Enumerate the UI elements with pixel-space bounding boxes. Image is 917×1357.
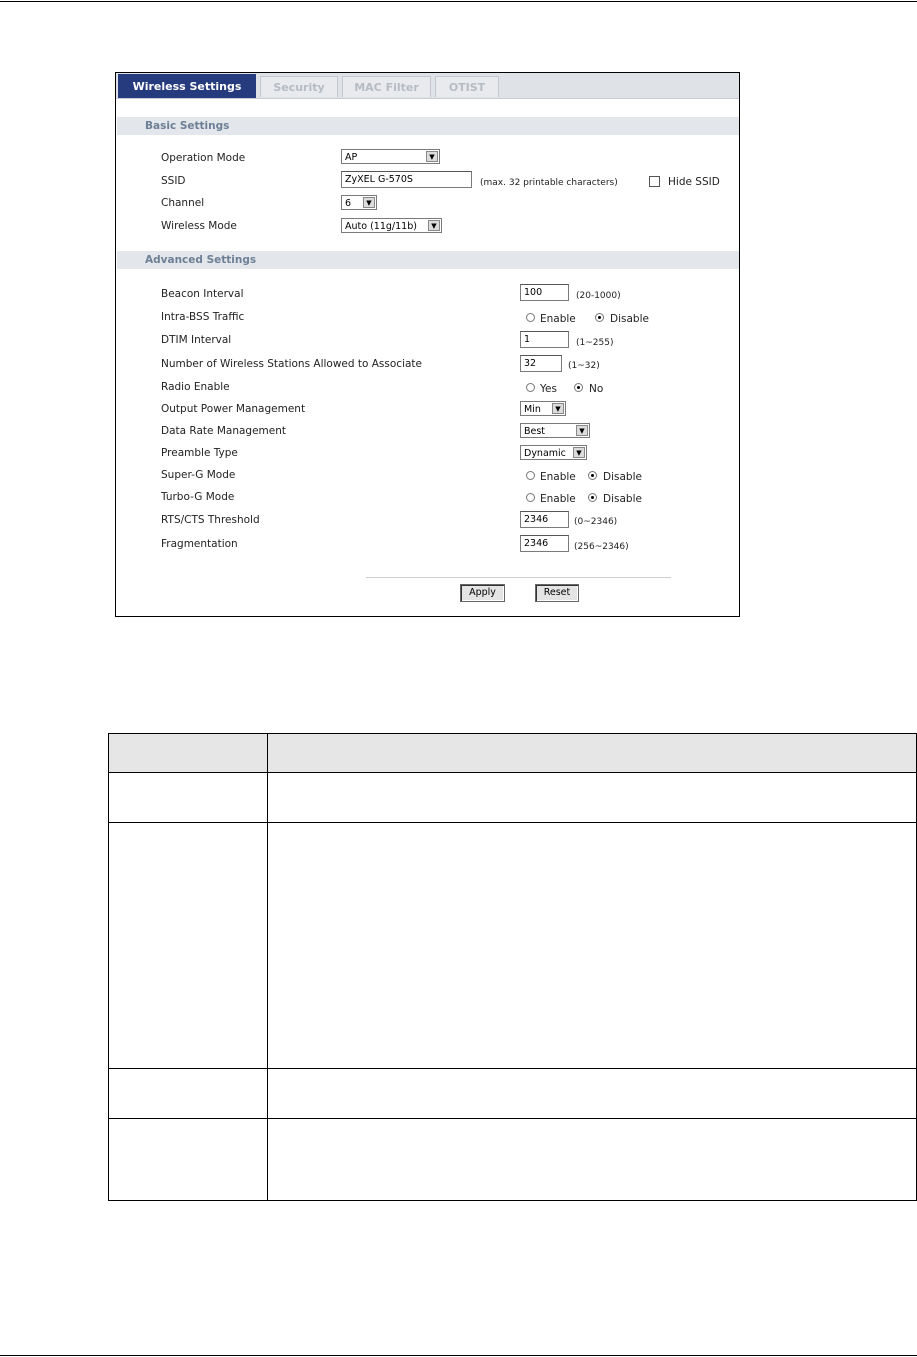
table-cell bbox=[109, 823, 268, 1069]
turbo-g-disable-label: Disable bbox=[603, 493, 642, 505]
super-g-label: Super-G Mode bbox=[161, 469, 236, 481]
super-g-disable-label: Disable bbox=[603, 471, 642, 483]
operation-mode-label: Operation Mode bbox=[161, 152, 246, 164]
chevron-down-icon: ▼ bbox=[426, 151, 438, 162]
stations-label: Number of Wireless Stations Allowed to Associate bbox=[161, 358, 423, 370]
table-cell bbox=[109, 1119, 268, 1201]
output-power-value: Min bbox=[524, 404, 541, 415]
chevron-down-icon: ▼ bbox=[576, 425, 588, 436]
table-row bbox=[109, 823, 917, 1069]
dtim-interval-label: DTIM Interval bbox=[161, 334, 232, 346]
channel-select[interactable] bbox=[341, 195, 377, 210]
table-header-cell bbox=[268, 734, 917, 773]
fragmentation-label: Fragmentation bbox=[161, 538, 238, 550]
channel-label: Channel bbox=[161, 197, 205, 209]
preamble-type-select[interactable] bbox=[520, 445, 587, 460]
table-cell bbox=[268, 1119, 917, 1201]
preamble-type-value: Dynamic bbox=[524, 448, 566, 459]
stations-input[interactable]: 32 bbox=[520, 355, 562, 372]
bottom-rule bbox=[0, 1355, 917, 1356]
turbo-g-disable-radio[interactable] bbox=[588, 493, 597, 502]
chevron-down-icon: ▼ bbox=[363, 197, 375, 208]
hide-ssid-checkbox[interactable] bbox=[649, 176, 660, 187]
intra-bss-enable-label: Enable bbox=[540, 313, 576, 325]
data-rate-label: Data Rate Management bbox=[161, 425, 286, 437]
rts-cts-label: RTS/CTS Threshold bbox=[161, 514, 260, 526]
beacon-interval-input[interactable]: 100 bbox=[520, 284, 569, 301]
top-rule bbox=[0, 1, 917, 2]
turbo-g-enable-radio[interactable] bbox=[526, 493, 535, 502]
beacon-interval-label: Beacon Interval bbox=[161, 288, 244, 300]
dtim-interval-input[interactable]: 1 bbox=[520, 331, 569, 348]
output-power-label: Output Power Management bbox=[161, 403, 306, 415]
intra-bss-disable-label: Disable bbox=[610, 313, 649, 325]
table-cell bbox=[109, 1069, 268, 1119]
apply-button[interactable]: Apply bbox=[460, 584, 505, 602]
radio-enable-yes-radio[interactable] bbox=[526, 383, 535, 392]
intra-bss-label: Intra-BSS Traffic bbox=[161, 311, 245, 323]
dtim-interval-hint: (1~255) bbox=[576, 338, 614, 348]
table-row bbox=[109, 1069, 917, 1119]
fragmentation-hint: (256~2346) bbox=[574, 542, 629, 552]
data-rate-value: Best bbox=[524, 426, 546, 437]
chevron-down-icon: ▼ bbox=[573, 447, 585, 458]
radio-enable-label: Radio Enable bbox=[161, 381, 230, 393]
intra-bss-disable-radio[interactable] bbox=[595, 313, 604, 322]
table-cell bbox=[109, 773, 268, 823]
beacon-interval-hint: (20-1000) bbox=[576, 291, 621, 301]
tab-otist[interactable]: OTIST bbox=[435, 76, 499, 97]
wireless-mode-label: Wireless Mode bbox=[161, 220, 237, 232]
table-row bbox=[109, 773, 917, 823]
preamble-type-label: Preamble Type bbox=[161, 447, 238, 459]
table-cell bbox=[268, 823, 917, 1069]
stations-hint: (1~32) bbox=[568, 361, 600, 371]
intra-bss-enable-radio[interactable] bbox=[526, 313, 535, 322]
table-cell bbox=[268, 1069, 917, 1119]
super-g-enable-radio[interactable] bbox=[526, 471, 535, 480]
wireless-mode-value: Auto (11g/11b) bbox=[345, 221, 417, 232]
reset-button[interactable]: Reset bbox=[535, 584, 579, 602]
table-header-row bbox=[109, 734, 917, 773]
wireless-mode-select[interactable] bbox=[341, 218, 442, 233]
radio-enable-no-label: No bbox=[589, 383, 604, 395]
turbo-g-label: Turbo-G Mode bbox=[161, 491, 235, 503]
output-power-select[interactable] bbox=[520, 401, 566, 416]
data-rate-select[interactable] bbox=[520, 423, 590, 438]
radio-enable-no-radio[interactable] bbox=[574, 383, 583, 392]
button-divider bbox=[366, 577, 671, 578]
field-description-table bbox=[108, 733, 917, 1201]
table-cell bbox=[268, 773, 917, 823]
rts-cts-input[interactable]: 2346 bbox=[520, 511, 569, 528]
operation-mode-value: AP bbox=[345, 152, 358, 163]
advanced-settings-header: Advanced Settings bbox=[117, 251, 739, 269]
radio-enable-yes-label: Yes bbox=[540, 383, 557, 395]
super-g-disable-radio[interactable] bbox=[588, 471, 597, 480]
tab-wireless-settings[interactable]: Wireless Settings bbox=[118, 74, 256, 98]
rts-cts-hint: (0~2346) bbox=[574, 517, 618, 527]
ssid-input[interactable]: ZyXEL G-570S bbox=[341, 171, 472, 188]
chevron-down-icon: ▼ bbox=[428, 220, 440, 231]
hide-ssid-label: Hide SSID bbox=[668, 176, 720, 188]
fragmentation-input[interactable]: 2346 bbox=[520, 535, 569, 552]
super-g-enable-label: Enable bbox=[540, 471, 576, 483]
tab-mac-filter[interactable]: MAC Filter bbox=[342, 76, 431, 97]
channel-value: 6 bbox=[345, 198, 352, 209]
basic-settings-header: Basic Settings bbox=[117, 117, 739, 135]
table-header-cell bbox=[109, 734, 268, 773]
tab-security[interactable]: Security bbox=[260, 76, 338, 97]
operation-mode-select[interactable] bbox=[341, 149, 440, 164]
ssid-hint: (max. 32 printable characters) bbox=[480, 178, 618, 188]
ssid-label: SSID bbox=[161, 175, 186, 187]
wireless-settings-panel bbox=[115, 72, 740, 617]
chevron-down-icon: ▼ bbox=[552, 403, 564, 414]
table-row bbox=[109, 1119, 917, 1201]
turbo-g-enable-label: Enable bbox=[540, 493, 576, 505]
tab-bar bbox=[116, 73, 739, 99]
